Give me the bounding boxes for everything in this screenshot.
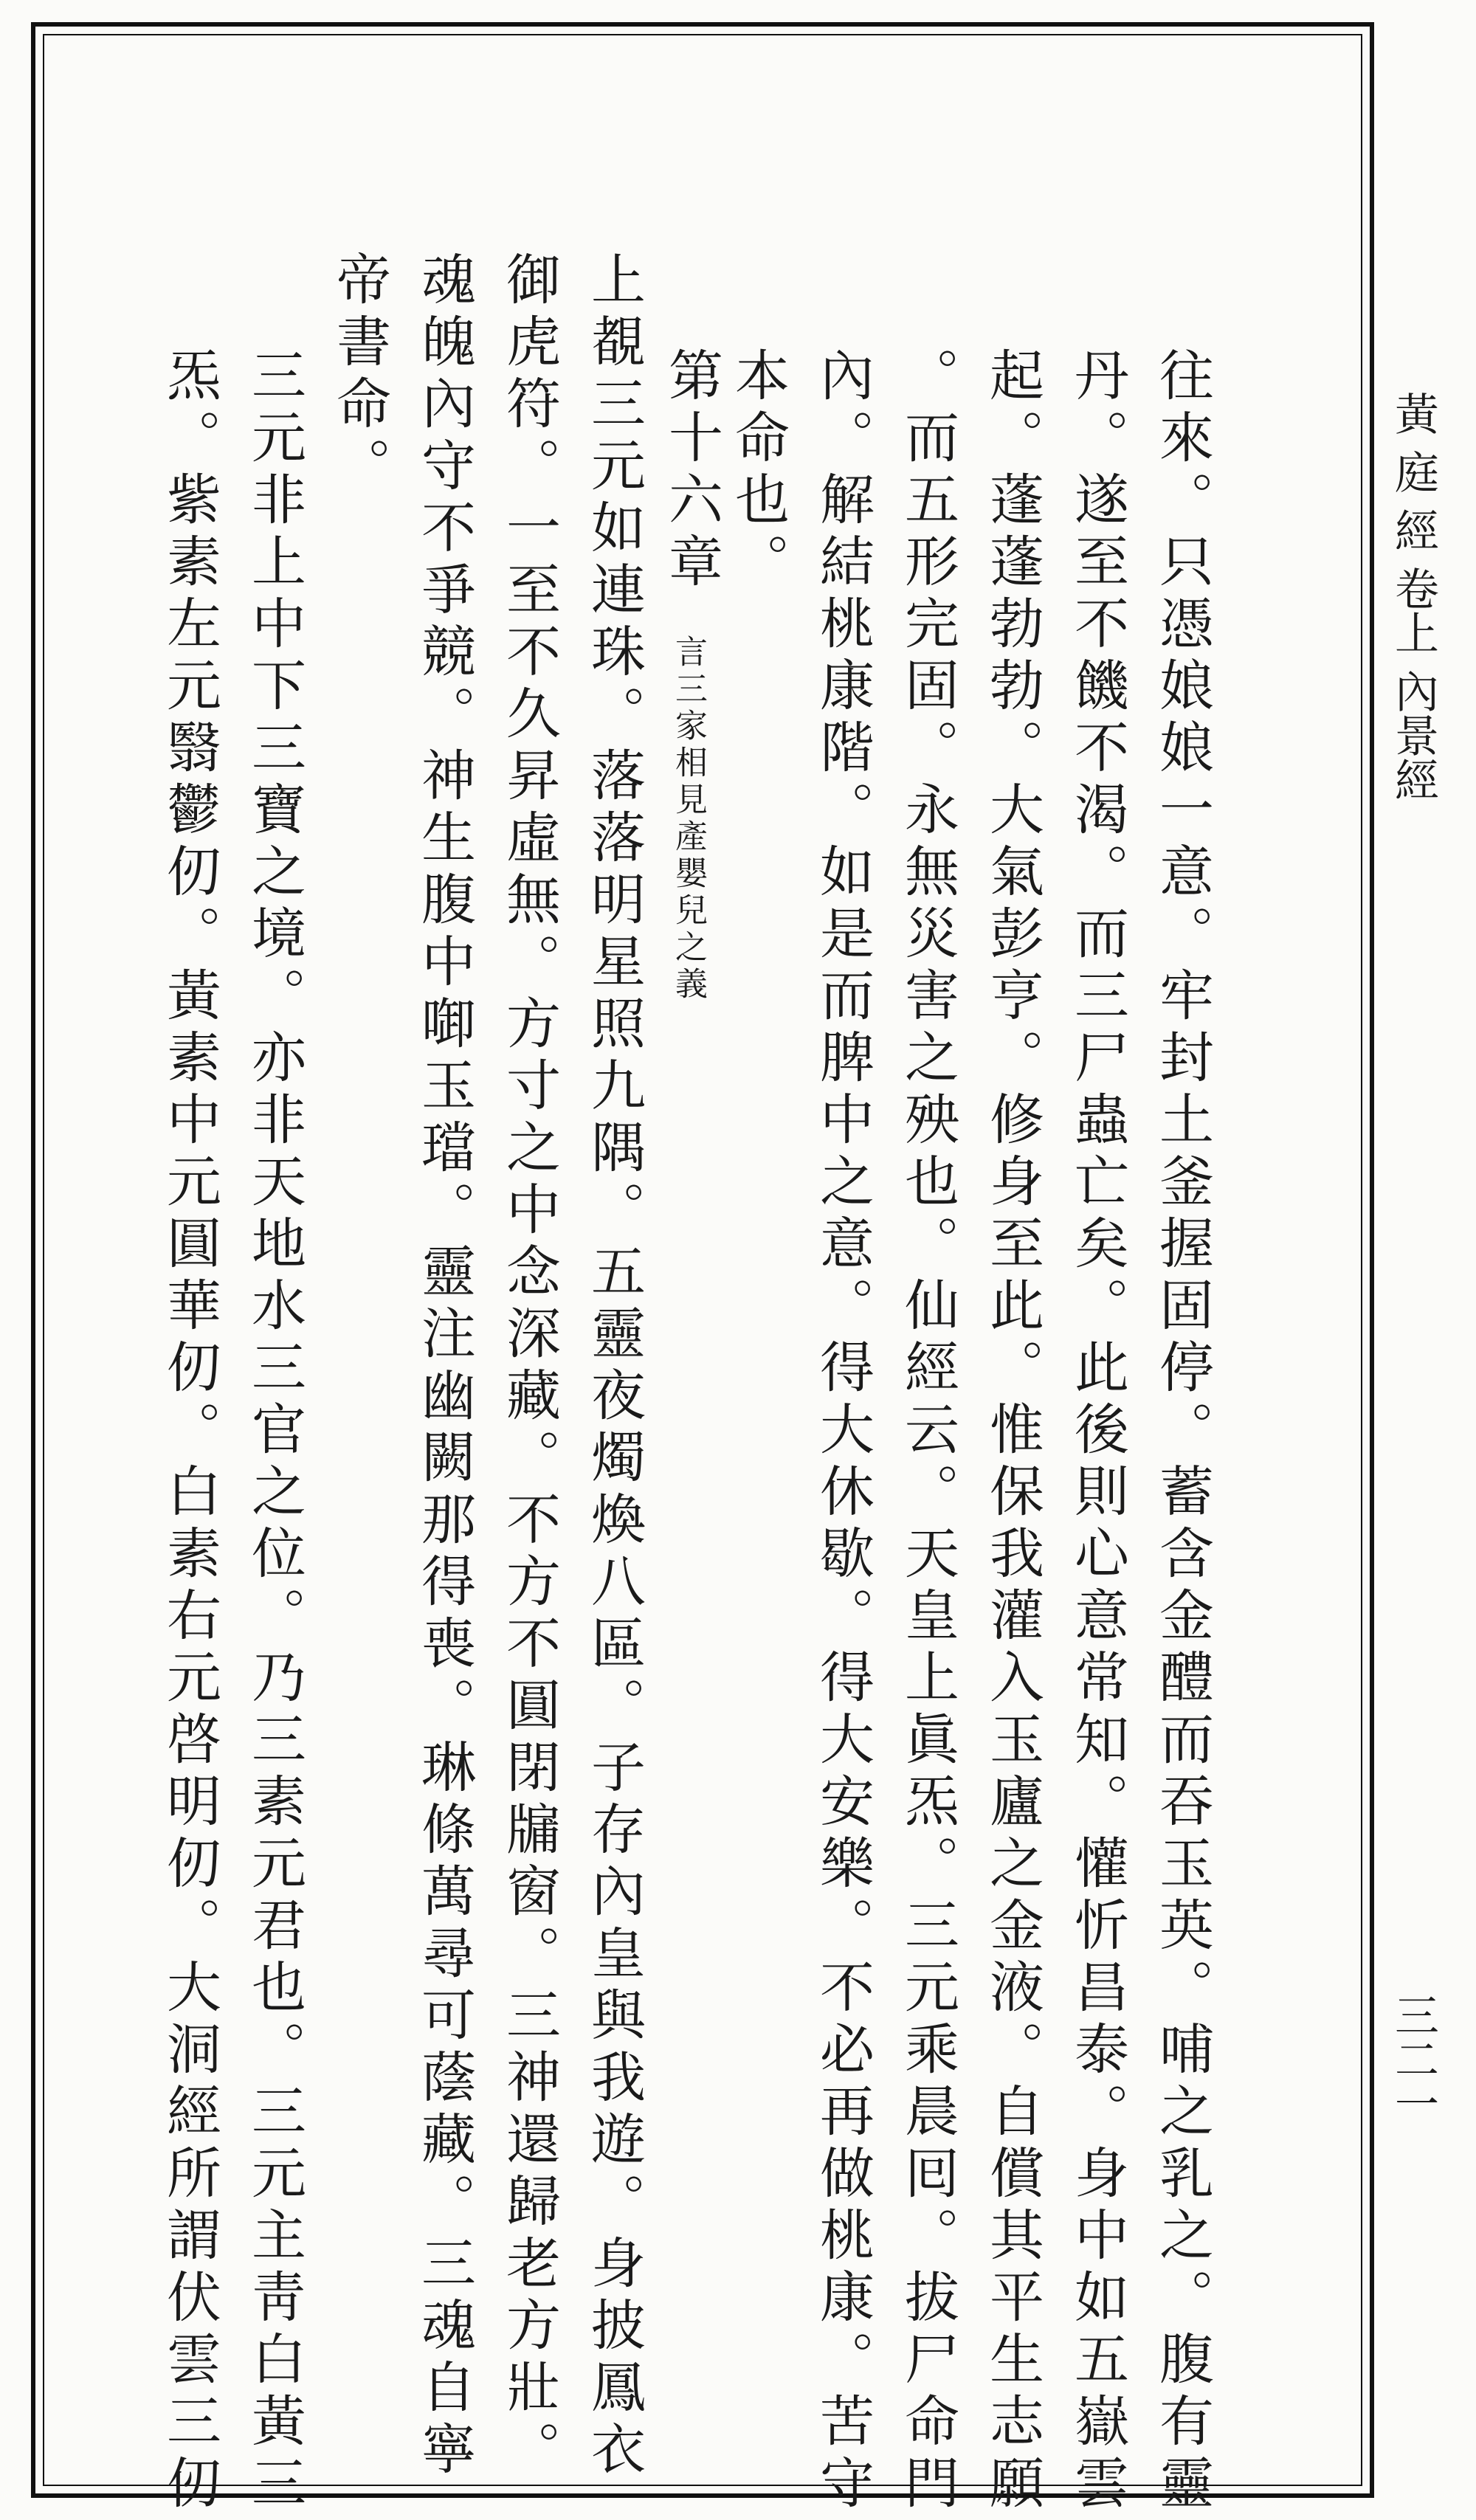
text-column-7: 上覩三元如連珠。落落明星照九隅。五靈夜燭煥八區。子存內皇與我遊。身披鳳衣 [582, 251, 646, 2482]
text-column-10: 帝書命。 [328, 251, 391, 499]
text-column-12: 炁。紫素左元翳鬱仞。黃素中元圓華仞。白素右元啓明仞。大洞經所謂伏雲三仞 [158, 347, 221, 2516]
chapter-title: 第十六章 [660, 347, 723, 595]
text-column-4: 。而五形完固。永無災害之殃也。仙經云。天皇上眞炁。三元乘晨囘。拔尸命門 [896, 347, 959, 2516]
text-column-5: 內。解結桃康階。如是而脾中之意。得大休歇。得大安樂。不必再做桃康。苦守 [811, 347, 875, 2516]
chapter-subtitle: 言三家相見產嬰兒之義 [669, 635, 707, 1004]
text-column-1: 往來。只憑娘娘一意。牢封土釜握固停。蓄含金醴而吞玉英。哺之乳之。腹有靈 [1151, 347, 1214, 2516]
text-column-2: 丹。遂至不饑不渴。而三尸蟲亡矣。此後則心意常知。懽忻昌泰。身中如五嶽雲 [1066, 347, 1129, 2516]
text-column-9: 魂魄內守不爭競。神生腹中啣玉璫。靈注幽闕那得喪。琳條萬尋可蔭藏。三魂自寧 [413, 251, 476, 2482]
page-number: 三二一 [1387, 1992, 1439, 2125]
text-column-11: 三元非上中下三寶之境。亦非天地水三官之位。乃三素元君也。三元主靑白黃三 [243, 347, 306, 2516]
text-column-8: 御虎符。一至不久昇虛無。方寸之中念深藏。不方不圓閉牖窗。三神還歸老方壯。 [497, 251, 561, 2482]
running-header: 黃 庭 經 卷上 內景經 [1387, 391, 1439, 802]
text-column-3: 起。蓬蓬勃勃。大氣彭亨。修身至此。惟保我灌入玉廬之金液。自償其平生志願 [981, 347, 1044, 2516]
text-column-6: 本命也。 [726, 347, 790, 595]
